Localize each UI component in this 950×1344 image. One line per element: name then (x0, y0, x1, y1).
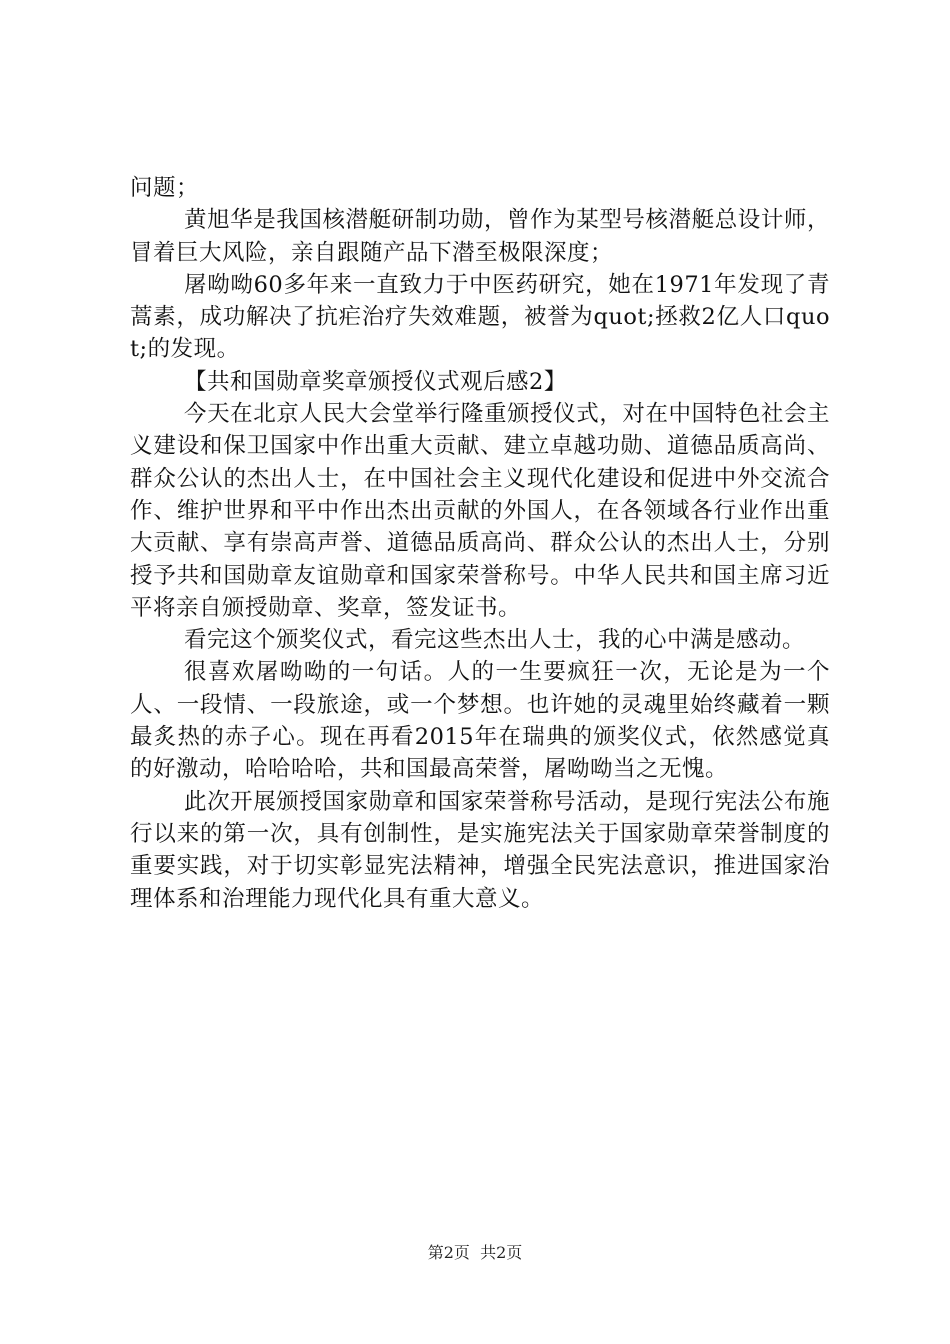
paragraph-tu-youyou: 屠呦呦60多年来一直致力于中医药研究，她在1971年发现了青蒿素，成功解决了抗疟治疗失效难题，被誉为quot;拯救2亿人口quot;的发现。 (130, 271, 830, 363)
paragraph-quote: 很喜欢屠呦呦的一句话。人的一生要疯狂一次，无论是为一个人、一段情、一段旅途，或一个梦想。也许她的灵魂里始终藏着一颗最炙热的赤子心。现在再看2015年在瑞典的颁奖仪式，依然感觉真的好激动，哈哈哈哈，共和国最高荣誉，屠呦呦当之无愧。 (130, 659, 830, 783)
section-heading: 【共和国勋章奖章颁授仪式观后感2】 (184, 368, 567, 395)
paragraph-significance: 此次开展颁授国家勋章和国家荣誉称号活动，是现行宪法公布施行以来的第一次，具有创制性，是实施宪法关于国家勋章荣誉制度的重要实践，对于切实彰显宪法精神，增强全民宪法意识，推进国家治理体系和治理能力现代化具有重大意义。 (130, 788, 830, 912)
paragraph-huang-xuhua: 黄旭华是我国核潜艇研制功勋，曾作为某型号核潜艇总设计师，冒着巨大风险，亲自跟随产品下潜至极限深度； (130, 207, 830, 266)
page-footer: 第2页 共2页 (427, 1243, 523, 1262)
document-body (130, 172, 830, 915)
paragraph-ceremony: 今天在北京人民大会堂举行隆重颁授仪式，对在中国特色社会主义建设和保卫国家中作出重大贡献、建立卓越功勋、道德品质高尚、群众公认的杰出人士，在中国社会主义现代化建设和促进中外交流合作、维护世界和平中作出杰出贡献的外国人，在各领域各行业作出重大贡献、享有崇高声誉、道德品质高尚、群众公认的杰出人士，分别授予共和国勋章友谊勋章和国家荣誉称号。中华人民共和国主席习近平将亲自颁授勋章、奖章，签发证书。 (130, 401, 830, 621)
paragraph-feelings: 看完这个颁奖仪式，看完这些杰出人士，我的心中满是感动。 (184, 627, 806, 654)
paragraph-continuation: 问题； (130, 175, 200, 201)
